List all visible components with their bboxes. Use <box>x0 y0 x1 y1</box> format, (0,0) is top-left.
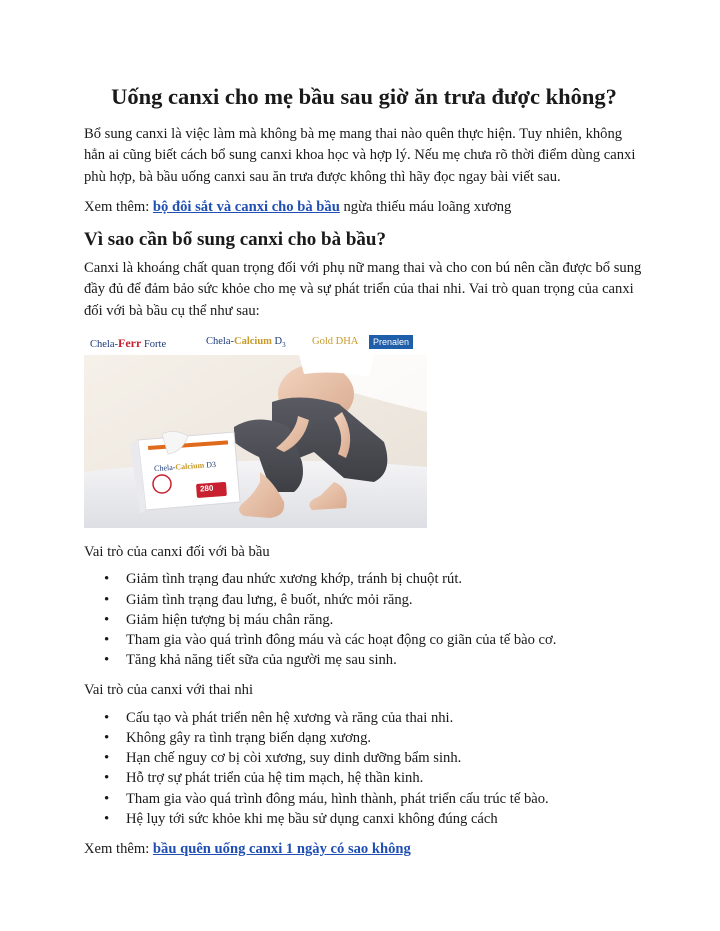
brand-chela-calcium: Chela-Calcium $D_3$ <box>206 336 286 350</box>
list-item: • Giảm tình trạng đau lưng, ê buốt, nhức mỏi răng. <box>126 590 644 610</box>
see-more-link-2[interactable]: bầu quên uống canxi 1 ngày có sao không <box>152 840 411 857</box>
mother-role-label: Vai trò của canxi đối với bà bầu <box>84 544 270 561</box>
mother-role-list <box>84 569 644 670</box>
article-title: Uống canxi cho mẹ bầu sau giờ ăn trưa được không? <box>111 84 617 109</box>
product-hero-image <box>84 332 427 528</box>
product-box <box>130 432 240 514</box>
section-heading: Vì sao cần bổ sung canxi cho bà bầu? <box>84 229 386 251</box>
brand-chela-ferr: Chela-Ferr Forte <box>90 336 167 351</box>
hero-illustration <box>84 332 427 528</box>
see-more-line-1 <box>84 197 644 218</box>
see-more-prefix-2: Xem thêm: <box>84 840 153 857</box>
list-item: • Giảm hiện tượng bị máu chân răng. <box>126 610 644 630</box>
see-more-prefix-1: Xem thêm: <box>84 198 153 215</box>
list-item: • Cấu tạo và phát triển nên hệ xương và răng của thai nhi. <box>126 708 644 728</box>
document-page <box>84 80 644 866</box>
box-brand-label: Chela-Calcium D3 <box>153 459 217 474</box>
list-item: • Giảm tình trạng đau nhức xương khớp, tránh bị chuột rút. <box>126 569 644 589</box>
list-item: • Tăng khả năng tiết sữa của người mẹ sau sinh. <box>126 650 644 670</box>
list-item: • Hỗ trợ sự phát triển của hệ tim mạch, hệ thần kinh. <box>126 768 644 788</box>
list-item: • Hạn chế nguy cơ bị còi xương, suy dinh dưỡng bẩm sinh. <box>126 748 644 768</box>
list-item: • Tham gia vào quá trình đông máu và các hoạt động co giãn của tế bào cơ. <box>126 630 644 650</box>
see-more-link-1[interactable]: bộ đôi sắt và canxi cho bà bầu <box>152 198 340 215</box>
list-item: • Hệ lụy tới sức khỏe khi mẹ bầu sử dụng canxi không đúng cách <box>126 809 644 829</box>
list-item: • Không gây ra tình trạng biến dạng xương. <box>126 728 644 748</box>
fetus-role-list <box>84 708 644 829</box>
fetus-role-label: Vai trò của canxi với thai nhi <box>84 682 254 699</box>
list-item: • Tham gia vào quá trình đông máu, hình thành, phát triển cấu trúc tế bào. <box>126 789 644 809</box>
see-more-suffix-1: ngừa thiếu máu loãng xương <box>339 198 512 215</box>
brand-prenalen: Prenalen <box>369 335 413 349</box>
see-more-line-2 <box>84 839 644 860</box>
box-badge: 280 <box>199 483 214 494</box>
section-paragraph: Canxi là khoáng chất quan trọng đối với phụ nữ mang thai và cho con bú nên cần được bổ sung đầy đủ để đảm bảo sức khỏe cho mẹ và sự phát triển của thai nhi. Vai trò quan trọng của canxi đối với bà bầu cụ thể như sau: <box>84 260 642 319</box>
intro-paragraph: Bổ sung canxi là việc làm mà không bà mẹ mang thai nào quên thực hiện. Tuy nhiên, không hẳn ai cũng biết cách bổ sung canxi khoa học và hợp lý. Nếu mẹ chưa rõ thời điểm dùng canxi phù hợp, bà bầu uống canxi sau ăn trưa được không thì hãy đọc ngay bài viết sau. <box>84 126 636 185</box>
brand-gold-dha: Gold DHA <box>312 336 359 348</box>
